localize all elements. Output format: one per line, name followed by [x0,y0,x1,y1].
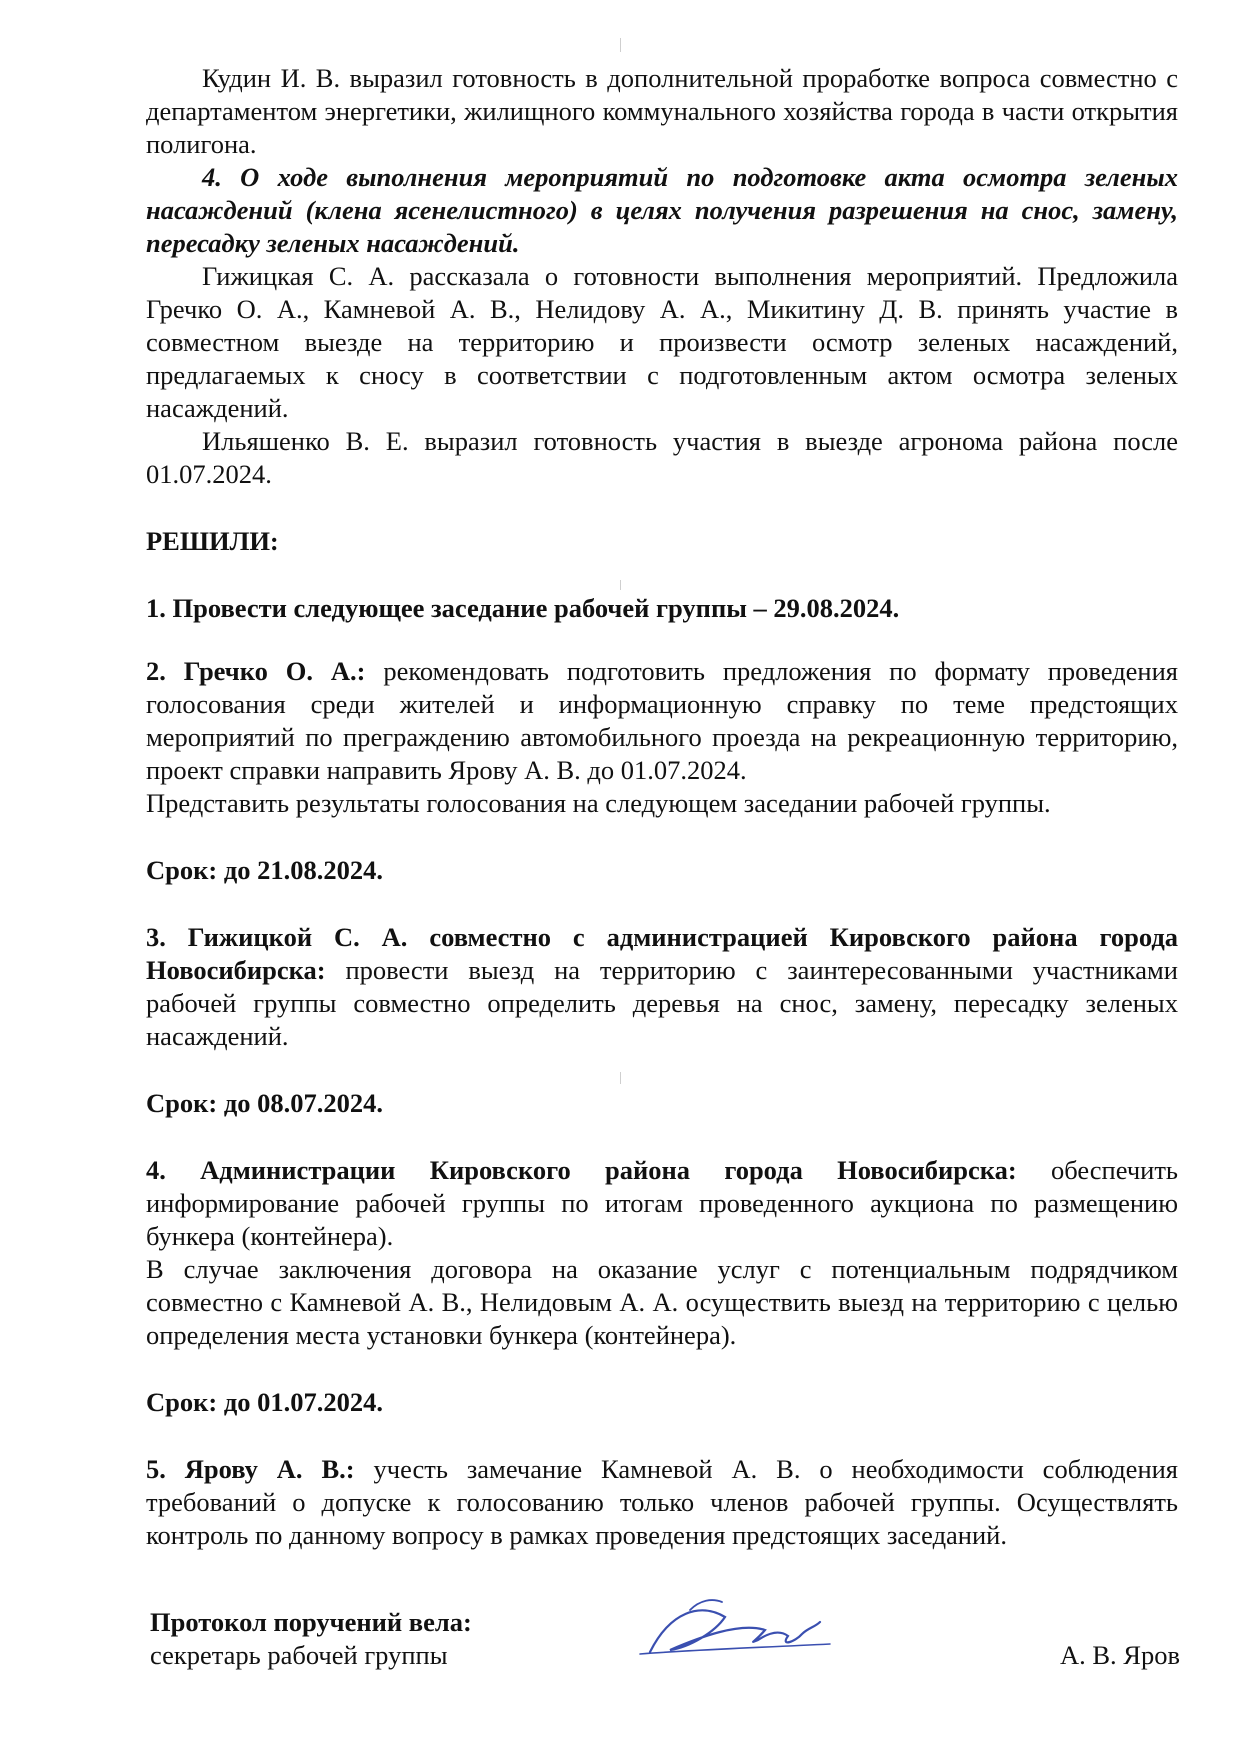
decision-2-deadline: Срок: до 21.08.2024. [146,855,383,885]
decision-1: 1. Провести следующее заседание рабочей группы – 29.08.2024. [146,593,900,623]
paragraph-ilyashenko: Ильяшенко В. Е. выразил готовность участия в выезде агронома района после 01.07.2024. [146,426,1178,489]
decision-4-lead: 4. Администрации Кировского района города Новосибирска: [146,1155,1017,1185]
decision-3-lead: 3. Гижицкой С. А. совместно с администрацией Кировского района города Новосибирска: [146,922,1178,985]
paragraph-gizhitskaya: Гижицкая С. А. рассказала о готовности выполнения мероприятий. Предложила Гречко О. А., Камневой А. В., Нелидову А. А., Микитину Д. В. принять участие в совместном выезде на территорию и произвести осмотр зеленых насаждений, предлагаемых к сносу в соответствии с подготовленным актом осмотра зеленых насаждений. [146,261,1178,423]
decision-5 [146,1453,1178,1552]
decision-2-text-2: Представить результаты голосования на следующем заседании рабочей группы. [146,788,1051,818]
decision-5-text: учесть замечание Камневой А. В. о необходимости соблюдения требований о допуске к голосованию только членов рабочей группы. Осуществлять контроль по данному вопросу в рамках проведения предстоящих заседаний. [146,1454,1178,1550]
decision-5-lead: 5. Ярову А. В.: [146,1454,355,1484]
signature-name: А. В. Яров [1059,1640,1180,1670]
document-body [146,62,1178,1552]
decision-2-lead: 2. Гречко О. А.: [146,656,366,686]
signature-role: секретарь рабочей группы [150,1640,448,1670]
decision-2-text: рекомендовать подготовить предложения по формату проведения голосования среди жителей и информационную справку по теме предстоящих мероприятий по преграждению автомобильного проезда на рекреационную территорию, проект справки направить Ярову А. В. до 01.07.2024. [146,656,1178,785]
agenda-item-4-heading: 4. О ходе выполнения мероприятий по подготовке акта осмотра зеленых насаждений (клена ясенелистного) в целях получения разрешения на снос, замену, пересадку зеленых насаждений. [146,162,1178,258]
decision-4-deadline: Срок: до 01.07.2024. [146,1387,383,1417]
decision-4-text: обеспечить информирование рабочей группы по итогам проведенного аукциона по размещению бункера (контейнера). [146,1155,1178,1251]
signature-title: Протокол поручений вела: [150,1607,472,1637]
decision-3 [146,921,1178,1053]
decision-2 [146,655,1178,787]
decision-4 [146,1154,1178,1253]
paragraph-kudin: Кудин И. В. выразил готовность в дополнительной проработке вопроса совместно с департаментом энергетики, жилищного коммунального хозяйства города в части открытия полигона. [146,63,1178,159]
handwritten-signature [630,1592,840,1672]
signature-block [150,1606,1180,1686]
decided-heading: РЕШИЛИ: [146,526,279,556]
decision-4-text-2: В случае заключения договора на оказание услуг с потенциальным подрядчиком совместно с Камневой А. В., Нелидовым А. А. осуществить выезд на территорию с целью определения места установки бункера (контейнера). [146,1254,1178,1350]
decision-3-text: провести выезд на территорию с заинтересованными участниками рабочей группы совместно определить деревья на снос, замену, пересадку зеленых насаждений. [146,955,1178,1051]
decision-3-deadline: Срок: до 08.07.2024. [146,1088,383,1118]
scan-artifact-line [620,38,621,52]
